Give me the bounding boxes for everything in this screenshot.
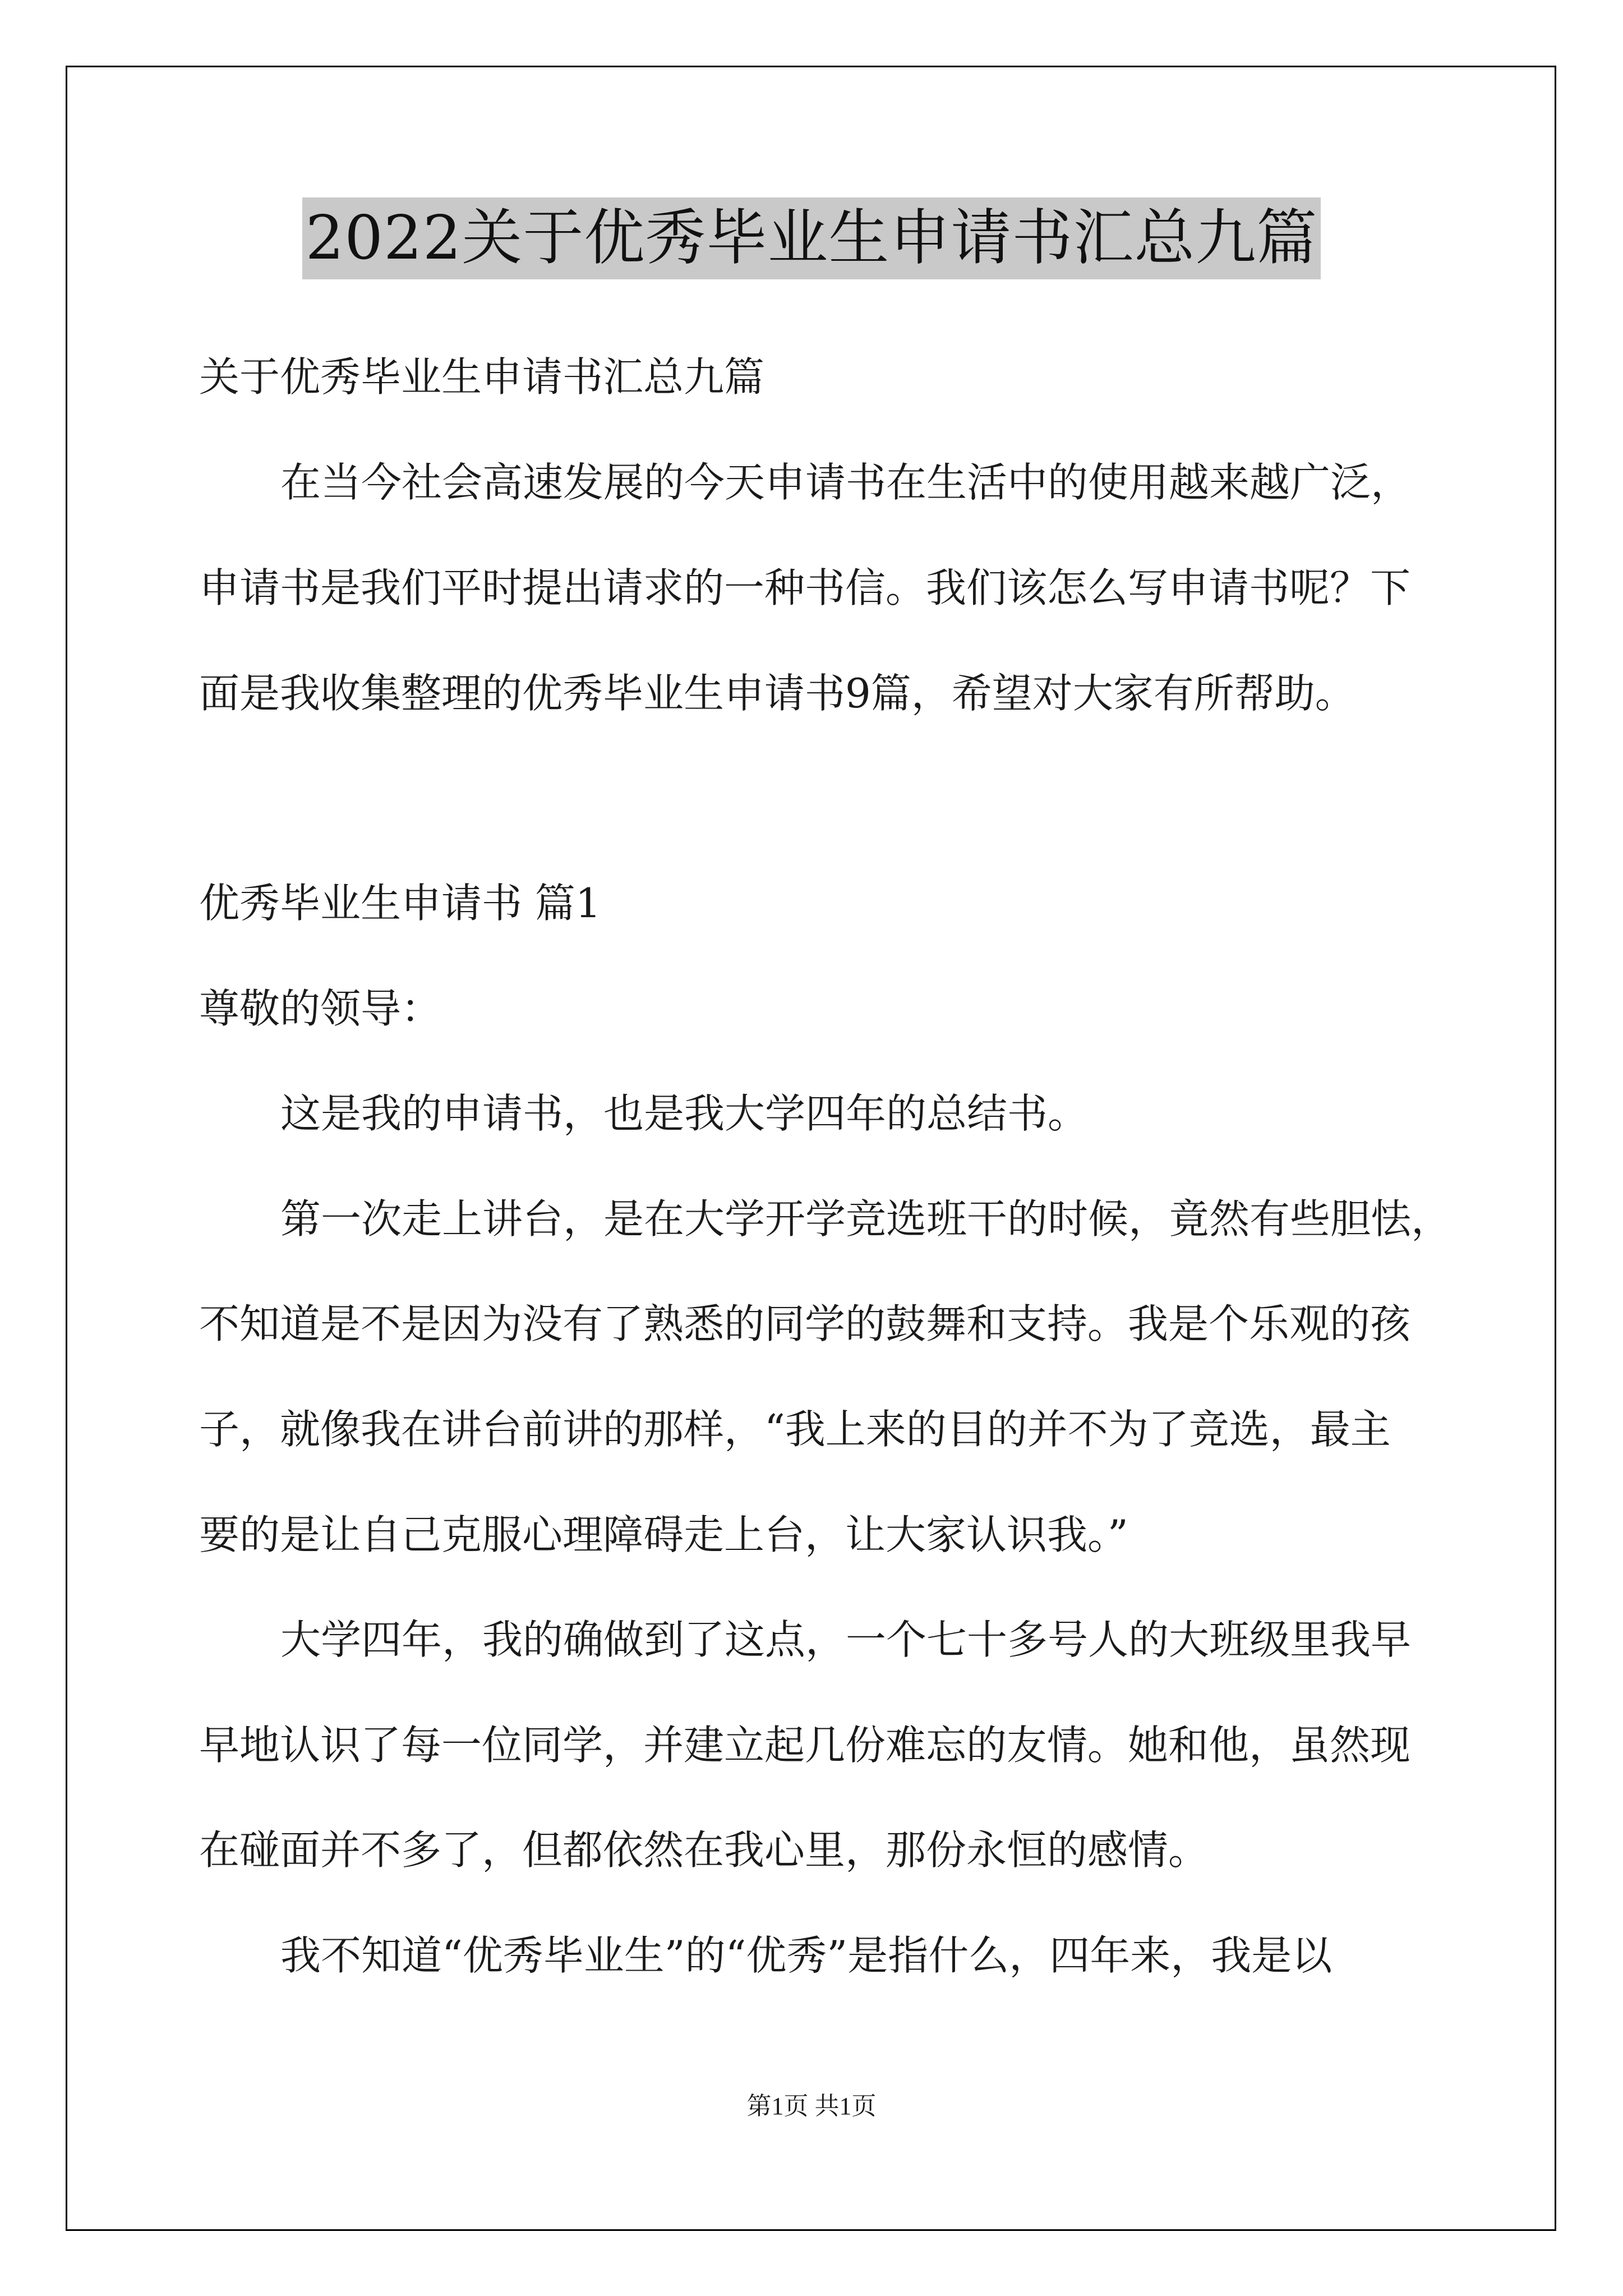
page-footer: 第1页 共1页 bbox=[746, 2092, 877, 2120]
intro-line: 在当今社会高速发展的今天申请书在生活中的使用越来越广泛， bbox=[280, 459, 1412, 506]
intro-line: 面是我收集整理的优秀毕业生申请书9篇，希望对大家有所帮助。 bbox=[199, 670, 1355, 717]
document-subtitle: 关于优秀毕业生申请书汇总九篇 bbox=[199, 353, 765, 401]
body-line: 第一次走上讲台，是在大学开学竞选班干的时候，竟然有些胆怯， bbox=[280, 1195, 1452, 1243]
body-line: 在碰面并不多了，但都依然在我心里，那份永恒的感情。 bbox=[199, 1826, 1209, 1874]
section-heading: 优秀毕业生申请书 篇1 bbox=[199, 880, 601, 927]
body-line: 子，就像我在讲台前讲的那样，“我上来的目的并不为了竞选，最主 bbox=[199, 1406, 1391, 1453]
body-line: 这是我的申请书，也是我大学四年的总结书。 bbox=[280, 1090, 1089, 1137]
body-line: 要的是让自己克服心理障碍走上台，让大家认识我。” bbox=[199, 1511, 1128, 1558]
title-wrap bbox=[0, 197, 1623, 279]
body-line: 早地认识了每一位同学，并建立起几份难忘的友情。她和他，虽然现 bbox=[199, 1722, 1411, 1769]
body-line: 不知道是不是因为没有了熟悉的同学的鼓舞和支持。我是个乐观的孩 bbox=[199, 1300, 1411, 1347]
intro-line: 申请书是我们平时提出请求的一种书信。我们该怎么写申请书呢？下 bbox=[199, 564, 1411, 611]
body-line: 大学四年，我的确做到了这点，一个七十多号人的大班级里我早 bbox=[280, 1616, 1412, 1663]
body-line: 我不知道“优秀毕业生”的“优秀”是指什么，四年来，我是以 bbox=[280, 1932, 1332, 1979]
salutation: 尊敬的领导： bbox=[199, 985, 442, 1032]
document-title: 2022关于优秀毕业生申请书汇总九篇 bbox=[302, 197, 1321, 279]
